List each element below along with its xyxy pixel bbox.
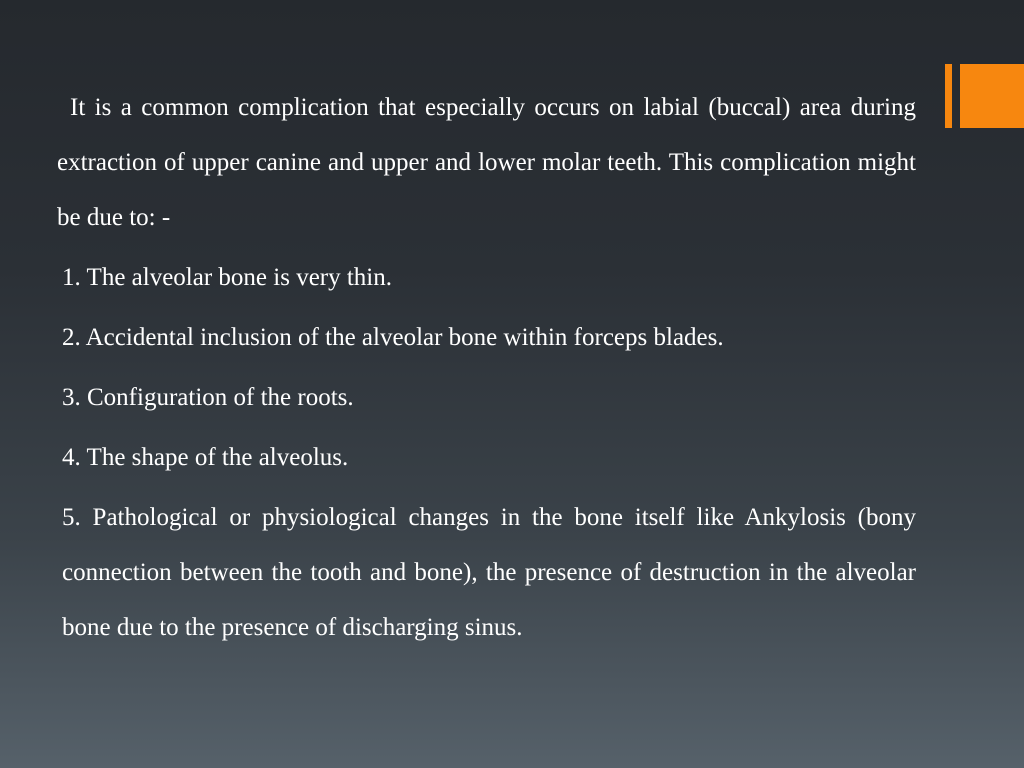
list-item: 3. Configuration of the roots. [62, 384, 354, 411]
list-item: 5. Pathological or physiological changes in the bone itself like Ankylosis (bony connection between the tooth and bone), the presence of destruction in the alveolar bone due to the presence of discharging sinus. [62, 504, 916, 641]
list-item: 1. The alveolar bone is very thin. [62, 264, 393, 291]
intro-paragraph: It is a common complication that especially occurs on labial (buccal) area during extraction of upper canine and upper and lower molar teeth. This complication might be due to: - [57, 94, 916, 231]
list-item: 2. Accidental inclusion of the alveolar bone within forceps blades. [62, 324, 724, 351]
slide-body [57, 80, 916, 655]
accent-bar-thick [960, 64, 1024, 128]
list-item: 4. The shape of the alveolus. [62, 444, 349, 471]
accent-bar-thin [945, 64, 952, 128]
causes-list [57, 250, 916, 655]
